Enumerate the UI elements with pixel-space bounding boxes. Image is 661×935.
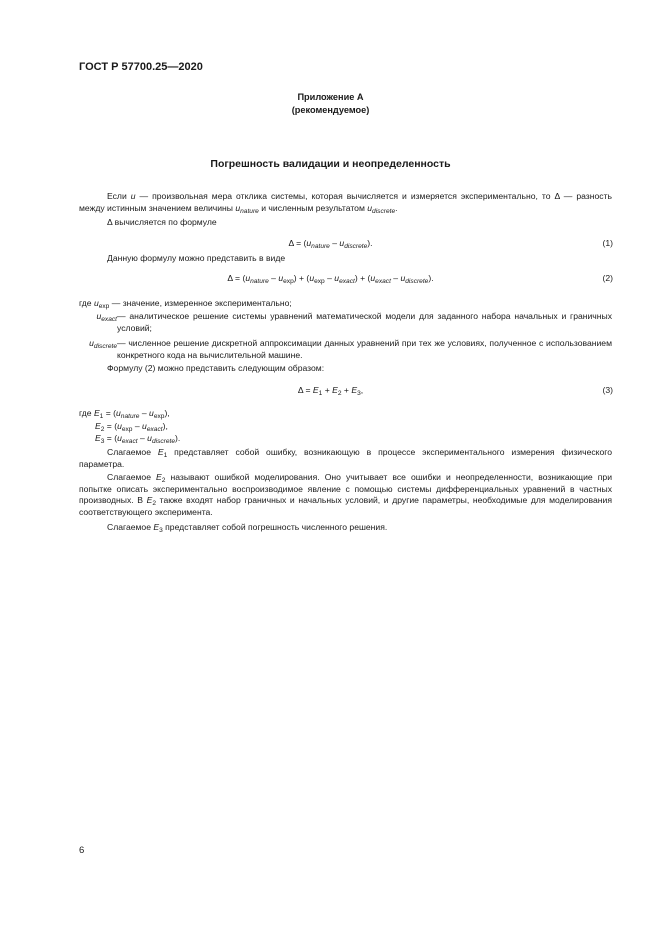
section-title: Погрешность валидации и неопределенность bbox=[210, 158, 451, 170]
paragraph-definition: Если u — произвольная мера отклика системы, которая вычисляется и измеряется экспериментально, то Δ — разность между истинным значением величины $u_{nature}$ и численным результатом $u_{discrete}$. bbox=[79, 191, 612, 215]
definition-e2: $E_2 = (u_{exp} - u_{exact})$, bbox=[95, 421, 168, 433]
definition-u-discrete: — численное решение дискретной аппроксимации данных уравнений при тех же условиях, полученное с использованием конкретного кода на вычислительной машине. bbox=[117, 338, 612, 360]
annex-title: Приложение А bbox=[297, 92, 364, 102]
paragraph-formula-intro: Δ вычисляется по формуле bbox=[107, 217, 217, 227]
standard-designation: ГОСТ Р 57700.25—2020 bbox=[79, 61, 203, 73]
equation-3: $\Delta = E_1 + E_2 + E_3$, bbox=[297, 385, 364, 397]
definition-u-exact: — аналитическое решение системы уравнений математической модели для заданного набора начальных и граничных условий; bbox=[117, 311, 612, 333]
definition-u-discrete-label: $u_{discrete}$ bbox=[89, 338, 117, 350]
definition-e1: где $E_1 = (u_{nature} - u_{exp})$, bbox=[79, 408, 170, 420]
definition-u-exp: где $u_{exp}$ — значение, измеренное экспериментально; bbox=[79, 298, 292, 310]
definition-u-exact-label: $u_{exact}$ bbox=[96, 311, 117, 323]
paragraph-e3: Слагаемое $E_3$ представляет собой погрешность численного решения. bbox=[107, 522, 388, 534]
paragraph-formula-2-intro: Формулу (2) можно представить следующим образом: bbox=[107, 363, 325, 373]
page-number: 6 bbox=[79, 845, 85, 856]
paragraph-representation: Данную формулу можно представить в виде bbox=[107, 253, 286, 263]
equation-2: $\Delta = (u_{nature} - u_{exp}) + (u_{exp} - u_{exact}) + (u_{exact} - u_{discrete})$. bbox=[227, 273, 434, 285]
paragraph-e1: Слагаемое $E_1$ представляет собой ошибку, возникающую в процессе экспериментального измерения физического параметра. bbox=[79, 447, 613, 469]
equation-2-number: (2) bbox=[602, 273, 613, 283]
paragraph-e2: Слагаемое $E_2$ называют ошибкой моделирования. Оно учитывает все ошибки и неопределенности, возникающие при попытке описать экспериментально воспроизводимое явление с помощью системы дифференциальных уравнений в частных производных. В $E_2$ также входят набор граничных и начальных условий, и другие параметры, необходимые для моделирования соответствующего эксперимента. bbox=[79, 472, 612, 517]
equation-1-number: (1) bbox=[602, 238, 613, 248]
equation-3-number: (3) bbox=[602, 385, 613, 395]
annex-subtitle: (рекомендуемое) bbox=[291, 105, 370, 115]
equation-1: $\Delta = (u_{nature} - u_{discrete})$. bbox=[288, 238, 373, 250]
definition-e3: $E_3 = (u_{exact} - u_{discrete})$. bbox=[95, 433, 181, 445]
